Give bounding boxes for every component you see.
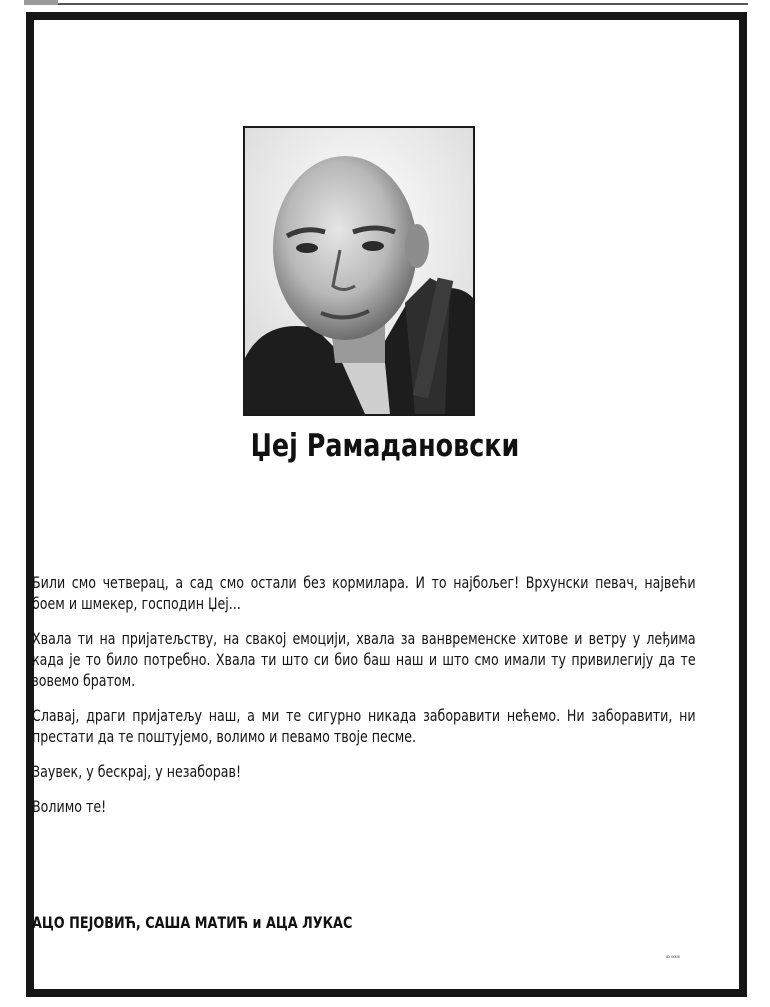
message-paragraph: Хвала ти на пријатељству, на свакој емоцији, хвала за ванвременске хитове и ветру у леђима када је то било потребно. Хвала ти што си био баш наш и што смо имали ту привилегију да те зовемо братом.	[32, 629, 696, 690]
top-rule	[58, 3, 748, 5]
portrait-photo	[243, 126, 475, 416]
top-page-tab	[24, 0, 58, 5]
message-paragraph: Славај, драги пријатељу наш, а ми те сигурно никада заборавити нећемо. Ни заборавити, ни престати да те поштујемо, волимо и певамо твоје песме.	[32, 706, 696, 746]
message-paragraph: Били смо четверац, а сад смо остали без кормилара. И то најбољег! Врхунски певач, највећи боем и шмекер, господин Џеј...	[32, 573, 696, 613]
message-body	[32, 572, 722, 831]
deceased-name: Џеј Рамадановски	[250, 428, 520, 464]
message-paragraph: Заувек, у бескрај, у незаборав!	[32, 762, 242, 781]
ad-credit: ID 0000	[666, 954, 681, 959]
message-paragraph: Волимо те!	[32, 797, 107, 816]
signature: АЦО ПЕЈОВИЋ, САША МАТИЋ и АЦА ЛУКАС	[32, 913, 353, 932]
